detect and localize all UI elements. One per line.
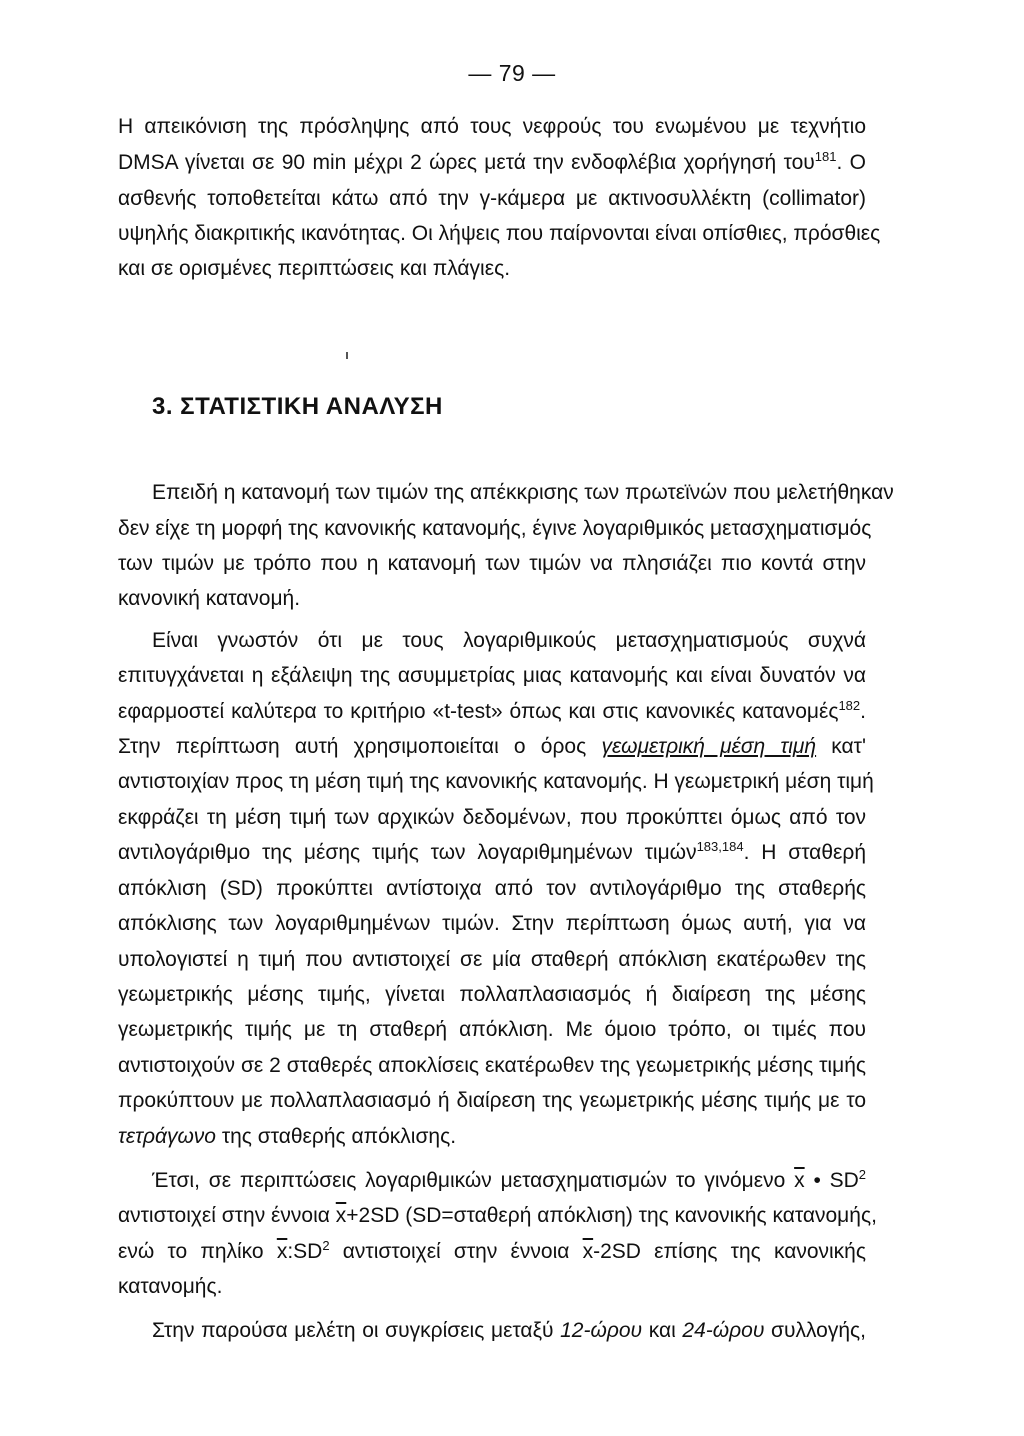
text-line (118, 836, 866, 870)
text-line: δεν είχε τη μορφή της κανονικής κατανομής, έγινε λογαριθμικός μετασχηματισμός (118, 517, 872, 540)
text-line: ασθενής τοποθετείται κάτω από την γ-κάμερα με ακτινοσυλλέκτη (collimator) (118, 187, 866, 210)
text-span: Έτσι, σε περιπτώσεις λογαριθμικών μετασχηματισμών το γινόμενο (152, 1169, 786, 1192)
text-line: απόκλισης των λογαριθμημένων τιμών. Στην περίπτωση όμως αυτή, για να (118, 912, 866, 935)
citation-superscript: 183,184 (696, 839, 744, 854)
text-line (118, 695, 866, 729)
text-span: -2SD επίσης της κανονικής (593, 1240, 866, 1263)
emphasized-term: τετράγωνο (118, 1125, 216, 1148)
text-line (152, 1164, 866, 1198)
text-line (118, 730, 866, 764)
text-span: και (648, 1319, 676, 1342)
text-line: αντιστοιχίαν προς τη μέση τιμή της κανονικής κατανομής. Η γεωμετρική μέση τιμή (118, 770, 874, 793)
text-line: κατανομής. (118, 1275, 223, 1298)
text-span: αντιστοιχεί στην έννοια (118, 1204, 330, 1227)
text-line: απόκλιση (SD) προκύπτει αντίστοιχα από τον αντιλογάριθμο της σταθερής (118, 877, 866, 900)
text-span: Στην παρούσα μελέτη οι συγκρίσεις μεταξύ (152, 1319, 554, 1342)
text-line: αντιστοιχούν σε 2 σταθερές αποκλίσεις εκατέρωθεν της γεωμετρικής μέσης τιμής (118, 1054, 866, 1077)
text-line: και σε ορισμένες περιπτώσεις και πλάγιες. (118, 257, 511, 280)
text-span: κατ' (831, 735, 866, 758)
text-line: προκύπτουν με πολλαπλασιασμό ή διαίρεση της γεωμετρικής μέσης τιμής με το (118, 1089, 866, 1112)
text-span: • SD (813, 1169, 859, 1192)
exponent-superscript: 2 (858, 1167, 866, 1182)
citation-superscript: 182 (838, 698, 861, 713)
text-line: επιτυγχάνεται η εξάλειψη της ασυμμετρίας μιας κατανομής και είναι δυνατόν να (118, 664, 866, 687)
text-span: αντιστοιχεί στην έννοια (342, 1240, 570, 1263)
text-line: γεωμετρικής τιμής με τη σταθερή απόκλιση. Με όμοιο τρόπο, οι τιμές που (118, 1018, 866, 1041)
text-line: Επειδή η κατανομή των τιμών της απέκκρισης των πρωτεϊνών που μελετήθηκαν (152, 481, 894, 504)
text-line: Είναι γνωστόν ότι με τους λογαριθμικούς μετασχηματισμούς συχνά (152, 629, 866, 652)
text-span: DMSA γίνεται σε 90 min μέχρι 2 ώρες μετά την ενδοφλέβια χορήγησή του (118, 151, 815, 174)
text-span: . Η σταθερή (743, 841, 866, 864)
emphasized-term: γεωμετρική μέση τιμή (601, 735, 817, 758)
text-span: Στην περίπτωση αυτή χρησιμοποιείται ο όρος (118, 735, 587, 758)
text-line (118, 1235, 866, 1269)
text-span: . Ο (836, 151, 866, 174)
text-span: συλλογής, (771, 1319, 866, 1342)
emphasized-term: 12-ώρου (560, 1319, 643, 1342)
text-line: εκφράζει τη μέση τιμή των αρχικών δεδομένων, που προκύπτει όμως από τον (118, 806, 866, 829)
emphasized-term: 24-ώρου (682, 1319, 765, 1342)
text-line (152, 1314, 866, 1348)
text-span: της σταθερής απόκλισης. (221, 1125, 457, 1148)
text-line: κανονική κατανομή. (118, 587, 301, 610)
section-heading: 3. ΣΤΑΤΙΣΤΙΚΗ ΑΝΑΛΥΣΗ (152, 393, 443, 420)
text-span: ενώ το πηλίκο (118, 1240, 264, 1263)
mean-symbol: $\overline{x}$ (276, 1240, 288, 1263)
page-number: — 79 — (468, 60, 556, 86)
exponent-superscript: 2 (322, 1238, 330, 1253)
mean-symbol: $\overline{x}$ (794, 1169, 805, 1192)
text-line: γεωμετρικής μέσης τιμής, γίνεται πολλαπλασιασμός ή διαίρεση της μέσης (118, 983, 866, 1006)
text-line (118, 1120, 866, 1154)
text-span: +2SD (SD=σταθερή απόκλιση) της κανονικής κατανομής, (346, 1204, 877, 1227)
text-line (118, 146, 866, 180)
text-span: εφαρμοστεί καλύτερα το κριτήριο «t-test» όπως και στις κανονικές κατανομές (118, 700, 839, 723)
mean-symbol: $\overline{x}$ (582, 1240, 594, 1263)
text-line: υψηλής διακριτικής ικανότητας. Οι λήψεις που παίρνονται είναι οπίσθιες, πρόσθιες (118, 222, 881, 245)
citation-superscript: 181 (814, 149, 837, 164)
text-line (118, 1199, 877, 1233)
stray-mark (346, 352, 348, 359)
mean-symbol: $\overline{x}$ (335, 1204, 347, 1227)
text-span: αντιλογάριθμο της μέσης τιμής των λογαριθμημένων τιμών (118, 841, 697, 864)
text-span: . (860, 700, 866, 723)
text-span: :SD (287, 1240, 323, 1263)
text-line: των τιμών με τρόπο που η κατανομή των τιμών να πλησιάζει πιο κοντά στην (118, 552, 866, 575)
text-line: Η απεικόνιση της πρόσληψης από τους νεφρούς του ενωμένου με τεχνήτιο (118, 115, 866, 138)
text-line: υπολογιστεί η τιμή που αντιστοιχεί σε μία σταθερή απόκλιση εκατέρωθεν της (118, 948, 866, 971)
